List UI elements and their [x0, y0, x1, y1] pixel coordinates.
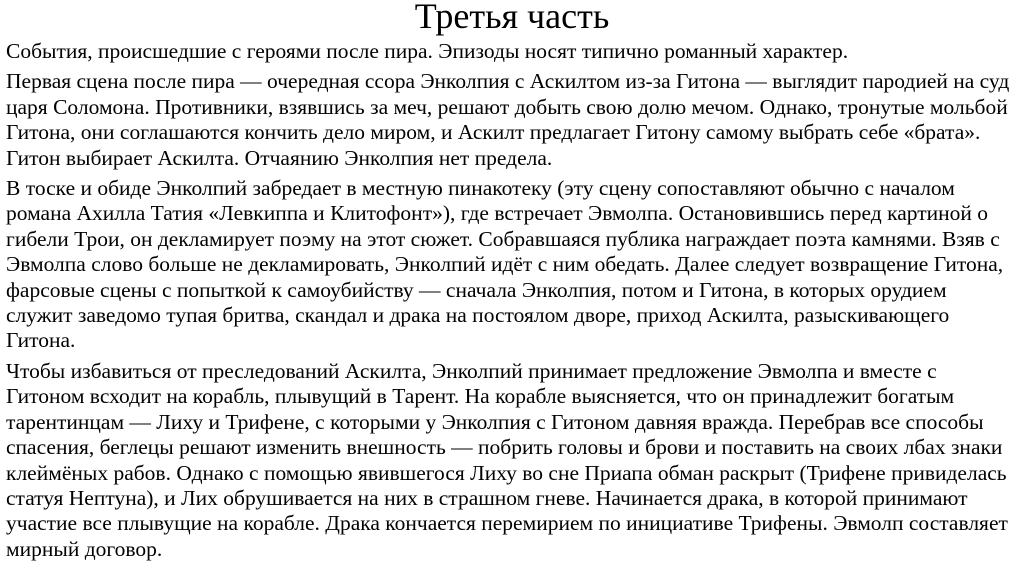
paragraph-pinacotheca: В тоске и обиде Энколпий забредает в местную пинакотеку (эту сцену сопоставляют обычно с началом романа Ахилла Татия «Левкиппа и Клитофонт»), где встречает Эвмолпа. Остановившись перед картиной о гибели Трои, он декламирует поэму на этот сюжет. Собравшаяся публика награждает поэта камнями. Взяв с Эвмолпа слово больше не декламировать, Энколпий идёт с ним обедать. Далее следует возвращение Гитона, фарсовые сцены с попыткой к самоубийству — сначала Энколпия, потом и Гитона, в которых орудием служит заведомо тупая бритва, скандал и драка на постоялом дворе, приход Аскилта, разыскивающего Гитона. — [6, 176, 1004, 353]
paragraph-ship: Чтобы избавиться от преследований Аскилта, Энколпий принимает предложение Эвмолпа и вместе с Гитоном всходит на корабль, плывущий в Тарент. На корабле выясняется, что он принадлежит богатым тарентинцам — Лиху и Трифене, с которыми у Энколпия с Гитоном давняя вражда. Перебрав все способы спасения, беглецы решают изменить внешность — побрить головы и брови и поставить на своих лбах знаки клеймёных рабов. Однако с помощью явившегося Лиху во сне Приапа обман раскрыт (Трифене привиделась статуя Нептуна), и Лих обрушивается на них в страшном гневе. Начинается драка, в которой принимают участие все плывущие на корабле. Драка кончается перемирием по инициативе Трифены. Эвмолп составляет мирный договор. — [6, 358, 1008, 561]
paragraph-quarrel: Первая сцена после пира — очередная ссора Энколпия с Аскилтом из-за Гитона — выглядит пародией на суд царя Соломона. Противники, взявшись за меч, решают добыть свою долю мечом. Однако, тронутые мольбой Гитона, они соглашаются кончить дело миром, и Аскилт предлагает Гитону самому выбрать себе «брата». Гитон выбирает Аскилта. Отчаянию Энколпия нет предела. — [6, 69, 1010, 170]
slide-title: Третья часть — [414, 0, 610, 36]
paragraph-intro: События, происшедшие с героями после пира. Эпизоды носят типично романный характер. — [6, 39, 849, 63]
slide-body — [6, 39, 1018, 567]
